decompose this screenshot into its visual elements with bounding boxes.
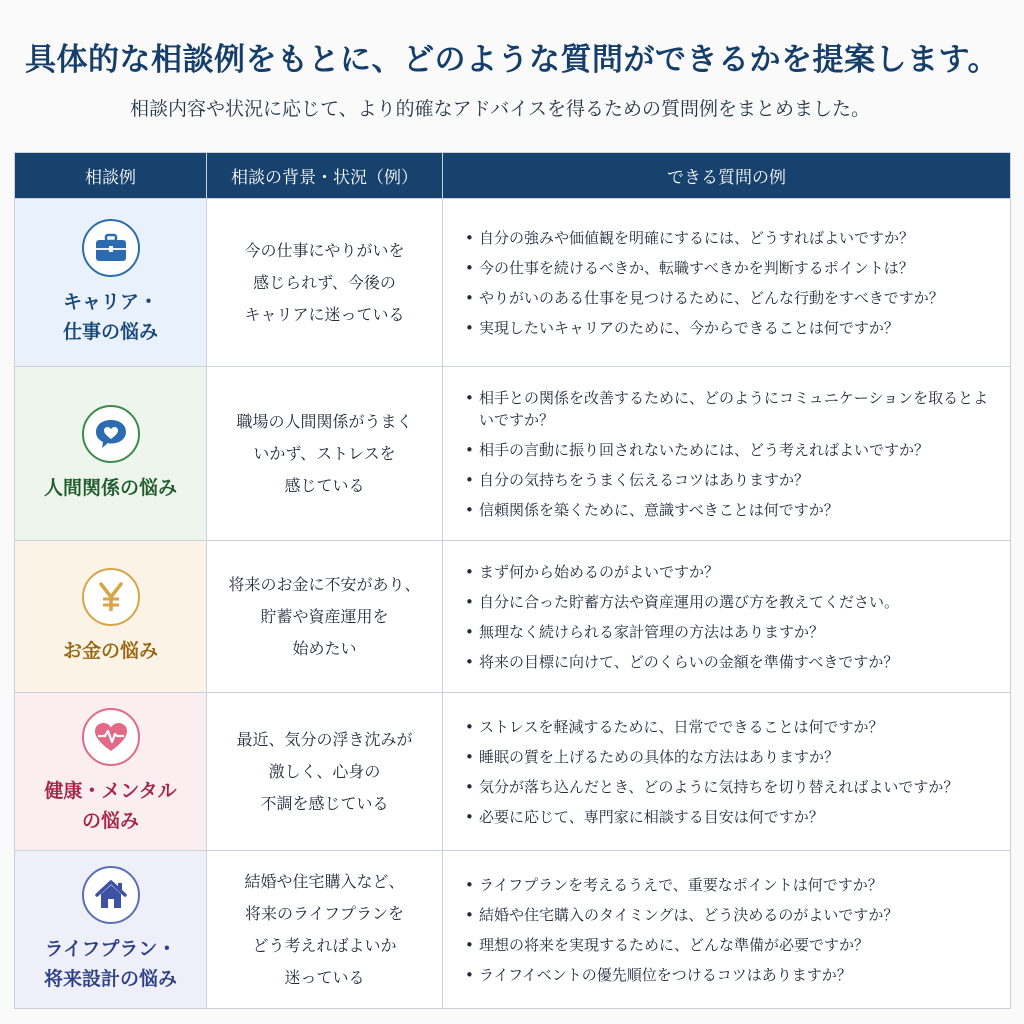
question-item: • 相手との関係を改善するために、どのようにコミュニケーションを取るとよいですか？ <box>465 383 992 435</box>
header-questions: できる質問の例 <box>443 153 1011 199</box>
heart-pulse-icon <box>82 708 140 766</box>
category-cell <box>15 367 207 541</box>
question-item: • 自分の気持ちをうまく伝えるコツはありますか？ <box>465 465 992 495</box>
question-item: • 気分が落ち込んだとき、どのように気持ちを切り替えればよいですか？ <box>465 772 992 802</box>
category-label: お金の悩み <box>62 639 158 662</box>
background-cell: 最近、気分の浮き沈みが 激しく、心身の 不調を感じている <box>207 693 443 851</box>
background-cell: 将来のお金に不安があり、 貯蓄や資産運用を 始めたい <box>207 541 443 693</box>
header-consultation-example: 相談例 <box>15 153 207 199</box>
question-list <box>443 870 1010 990</box>
question-item: • やりがいのある仕事を見つけるために、どんな行動をすべきですか？ <box>465 283 992 313</box>
table-row <box>15 367 1011 541</box>
consultation-table <box>14 152 1011 1009</box>
house-icon <box>82 866 140 924</box>
question-item: • 結婚や住宅購入のタイミングは、どう決めるのがよいですか？ <box>465 900 992 930</box>
question-list <box>443 712 1010 832</box>
question-list <box>443 557 1010 677</box>
question-item: • ライフイベントの優先順位をつけるコツはありますか？ <box>465 960 992 990</box>
category-label: 健康・メンタル の悩み <box>44 779 177 832</box>
questions-cell <box>443 541 1011 693</box>
background-cell: 職場の人間関係がうまく いかず、ストレスを 感じている <box>207 367 443 541</box>
background-cell: 今の仕事にやりがいを 感じられず、今後の キャリアに迷っている <box>207 199 443 367</box>
briefcase-icon <box>82 219 140 277</box>
question-item: • 自分の強みや価値観を明確にするには、どうすればよいですか？ <box>465 223 992 253</box>
questions-cell <box>443 367 1011 541</box>
category-cell <box>15 693 207 851</box>
question-list <box>443 223 1010 343</box>
questions-cell <box>443 199 1011 367</box>
question-item: • 信頼関係を築くために、意識すべきことは何ですか？ <box>465 495 992 525</box>
category-cell <box>15 541 207 693</box>
questions-cell <box>443 851 1011 1009</box>
category-cell <box>15 199 207 367</box>
questions-cell <box>443 693 1011 851</box>
question-item: • ライフプランを考えるうえで、重要なポイントは何ですか？ <box>465 870 992 900</box>
table-row <box>15 693 1011 851</box>
question-item: • 相手の言動に振り回されないためには、どう考えればよいですか？ <box>465 435 992 465</box>
table-row <box>15 199 1011 367</box>
header-background: 相談の背景・状況（例） <box>207 153 443 199</box>
table-row <box>15 541 1011 693</box>
yen-icon <box>82 568 140 626</box>
page-subtitle: 相談内容や状況に応じて、より的確なアドバイスを得るための質問例をまとめました。 <box>129 98 871 120</box>
table-header-row <box>15 153 1011 199</box>
category-cell <box>15 851 207 1009</box>
category-label: ライフプラン・ 将来設計の悩み <box>43 937 177 990</box>
background-cell: 結婚や住宅購入など、 将来のライフプランを どう考えればよいか 迷っている <box>207 851 443 1009</box>
question-item: • 必要に応じて、専門家に相談する目安は何ですか？ <box>465 802 992 832</box>
question-item: • 今の仕事を続けるべきか、転職すべきかを判断するポイントは？ <box>465 253 992 283</box>
question-item: • 睡眠の質を上げるための具体的な方法はありますか？ <box>465 742 992 772</box>
question-item: • 実現したいキャリアのために、今からできることは何ですか？ <box>465 313 992 343</box>
heart-chat-icon <box>82 405 140 463</box>
table-row <box>15 851 1011 1009</box>
question-item: • 無理なく続けられる家計管理の方法はありますか？ <box>465 617 992 647</box>
question-item: • 自分に合った貯蓄方法や資産運用の選び方を教えてください。 <box>465 587 992 617</box>
category-label: キャリア・ 仕事の悩み <box>62 290 158 343</box>
question-item: • 将来の目標に向けて、どのくらいの金額を準備すべきですか？ <box>465 647 992 677</box>
question-item: • まず何から始めるのがよいですか？ <box>465 557 992 587</box>
question-item: • 理想の将来を実現するために、どんな準備が必要ですか？ <box>465 930 992 960</box>
category-label: 人間関係の悩み <box>43 476 177 499</box>
page-title: 具体的な相談例をもとに、どのような質問ができるかを提案します。 <box>24 42 1000 78</box>
question-list <box>443 383 1010 525</box>
question-item: • ストレスを軽減するために、日常でできることは何ですか？ <box>465 712 992 742</box>
